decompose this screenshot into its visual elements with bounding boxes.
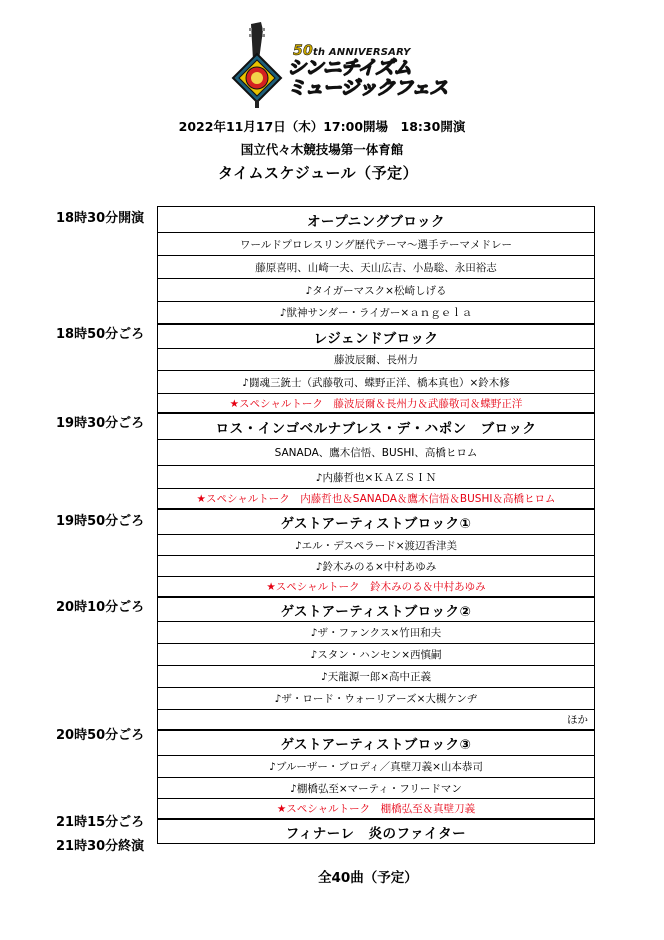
special-talk: ★スペシャルトーク 内藤哲也＆SANADA＆鷹木信悟＆BUSHI＆高橋ヒロム [158, 489, 594, 510]
time-label: 20時50分ごろ [56, 728, 145, 743]
block-item: SANADA、鷹木信悟、BUSHI、高橋ヒロム [158, 440, 594, 466]
time-label: 20時10分ごろ [56, 600, 145, 615]
block-item-others: ほか [158, 710, 594, 731]
event-date: 2022年11月17日（木）17:00開場 18:30開演 [178, 119, 466, 134]
block-item: ♪天龍源一郎×高中正義 [158, 666, 594, 688]
block-item: ♪獣神サンダー・ライガー×ａｎｇｅｌａ [158, 302, 594, 325]
time-label: 21時30分終演 [56, 839, 145, 854]
special-talk: ★スペシャルトーク 棚橋弘至＆真壁刀義 [158, 799, 594, 820]
block-title: レジェンドブロック [158, 325, 594, 349]
time-label: 18時30分開演 [56, 211, 145, 226]
block-item: ♪棚橋弘至×マーティ・フリードマン [158, 778, 594, 799]
time-label: 19時50分ごろ [56, 514, 145, 529]
block-item: ♪ザ・ロード・ウォーリアーズ×大槻ケンヂ [158, 688, 594, 710]
schedule-title: タイムスケジュール（予定） [217, 164, 419, 182]
block-item: ♪ザ・ファンクス×竹田和夫 [158, 622, 594, 644]
block-title: ゲストアーティストブロック② [158, 598, 594, 622]
block-item: ♪エル・デスペラード×渡辺香津美 [158, 535, 594, 556]
logo-anniversary: 50th ANNIVERSARY [293, 43, 411, 59]
block-item: ♪タイガーマスク×松崎しげる [158, 279, 594, 302]
logo-line1: シンニチイズム [287, 57, 412, 79]
block-title: ロス・インゴベルナブレス・デ・ハポン ブロック [158, 414, 594, 440]
block-item: 藤原喜明、山崎一夫、天山広吉、小島聡、永田裕志 [158, 256, 594, 279]
block-item: 藤波辰爾、長州力 [158, 349, 594, 371]
logo-wordmark [287, 43, 448, 99]
special-talk: ★スペシャルトーク 鈴木みのる＆中村あゆみ [158, 577, 594, 598]
block-item: ワールドプロレスリング歴代テーマ～選手テーマメドレー [158, 233, 594, 256]
block-item: ♪内藤哲也×ＫＡＺＳＩＮ [158, 466, 594, 489]
block-item: ♪闘魂三銃士（武藤敬司、蝶野正洋、橋本真也）×鈴木修 [158, 371, 594, 394]
block-title: ゲストアーティストブロック③ [158, 731, 594, 756]
guitar-emblem-icon [225, 20, 295, 110]
block-item: ♪スタン・ハンセン×西慎嗣 [158, 644, 594, 666]
block-title: フィナーレ 炎のファイター [158, 820, 594, 844]
block-title: オープニングブロック [158, 207, 594, 233]
special-talk: ★スペシャルトーク 藤波辰爾＆長州力＆武藤敬司＆蝶野正洋 [158, 394, 594, 414]
block-item: ♪ブルーザー・ブロディ／真壁刀義×山本恭司 [158, 756, 594, 778]
block-title: ゲストアーティストブロック① [158, 510, 594, 535]
event-logo [225, 20, 448, 110]
time-label: 19時30分ごろ [56, 416, 145, 431]
event-venue: 国立代々木競技場第一体育館 [240, 142, 404, 157]
logo-line2: ミュージックフェス [287, 77, 448, 99]
schedule-table [157, 206, 595, 844]
total-songs: 全40曲（予定） [318, 870, 418, 886]
time-label: 18時50分ごろ [56, 327, 145, 342]
block-item: ♪鈴木みのる×中村あゆみ [158, 556, 594, 577]
time-label: 21時15分ごろ [56, 815, 145, 830]
